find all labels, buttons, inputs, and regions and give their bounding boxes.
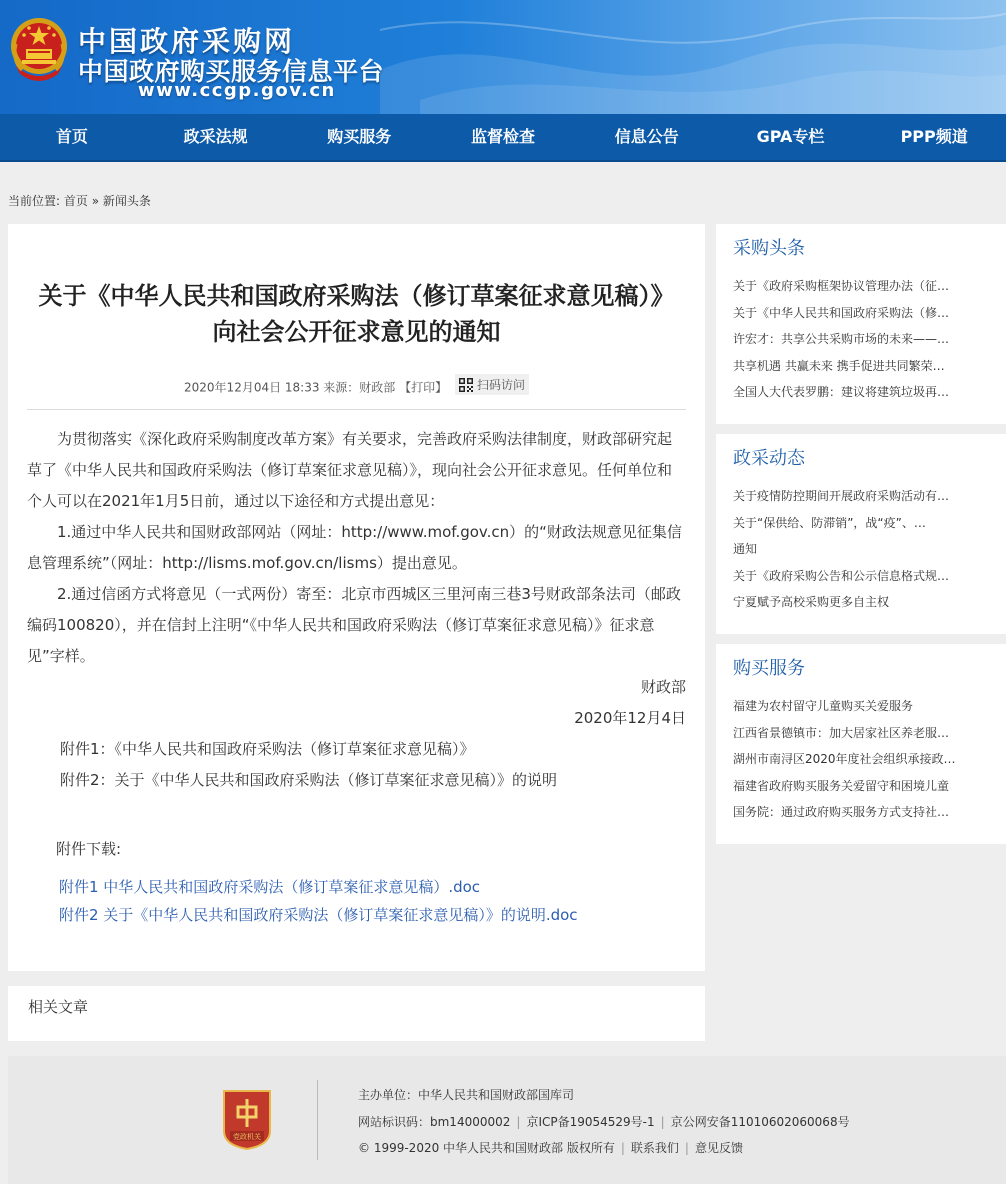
sidebar-link[interactable]: 国务院：通过政府购买服务方式支持社… bbox=[733, 805, 950, 819]
sidebar-link[interactable]: 福建为农村留守儿童购买关爱服务 bbox=[733, 699, 914, 713]
article-meta bbox=[8, 374, 705, 396]
site-subtitle[interactable]: 中国政府购买服务信息平台 bbox=[78, 57, 385, 86]
attachment-item: 附件2：关于《中华人民共和国政府采购法（修订草案征求意见稿）》的说明 bbox=[60, 770, 558, 789]
article-paragraph: 1.通过中华人民共和国财政部网站（网址：http://www.mof.gov.cn）的“财政法规意见征集信息管理系统”（网址：http://lisms.mof.gov.cn/lisms）提出意见。 bbox=[27, 522, 682, 572]
footer-separator: | bbox=[684, 1141, 689, 1155]
sidebar-link[interactable]: 福建省政府购买服务关爱留守和困境儿童 bbox=[733, 778, 950, 793]
national-emblem-icon[interactable] bbox=[8, 14, 70, 86]
qr-code-icon bbox=[459, 378, 473, 392]
footer-site-id: 网站标识码：bm14000002 bbox=[358, 1114, 511, 1129]
footer-host: 主办单位：中华人民共和国财政部国库司 bbox=[358, 1088, 575, 1102]
related-articles-title: 相关文章 bbox=[8, 986, 705, 1041]
nav-item-ppp[interactable]: PPP频道 bbox=[900, 127, 968, 146]
article-meta-text: 2020年12月04日 18:33 来源：财政部 【打印】 bbox=[184, 380, 448, 395]
footer-registration bbox=[358, 1109, 850, 1136]
footer-copyright-line bbox=[358, 1135, 850, 1162]
sidebar-link[interactable]: 江西省景德镇市：加大居家社区养老服… bbox=[733, 725, 950, 740]
sidebar-title[interactable]: 政采动态 bbox=[733, 448, 805, 469]
article-paragraph: 为贯彻落实《深化政府采购制度改革方案》有关要求，完善政府采购法律制度，财政部研究起草了《中华人民共和国政府采购法（修订草案征求意见稿）》，现向社会公开征求意见。任何单位和个人可以在2021年1月5日前，通过以下途径和方式提出意见： bbox=[27, 429, 673, 510]
footer-copyright: © 1999-2020 中华人民共和国财政部 版权所有 bbox=[358, 1141, 615, 1155]
site-url: www.ccgp.gov.cn bbox=[138, 80, 336, 101]
article-date: 2020年12月4日 bbox=[574, 708, 686, 727]
site-header bbox=[0, 0, 1006, 114]
party-government-badge-icon[interactable] bbox=[220, 1087, 274, 1151]
sidebar-title[interactable]: 购买服务 bbox=[733, 658, 805, 679]
sidebar-link[interactable]: 关于“保供给、防滞销”，战“疫”、… bbox=[733, 515, 926, 530]
article-title: 关于《中华人民共和国政府采购法（修订草案征求意见稿）》向社会公开征求意见的通知 bbox=[38, 282, 675, 346]
qr-scan-button[interactable] bbox=[455, 374, 529, 395]
footer-police-link[interactable]: 京公网安备11010602060068号 bbox=[670, 1114, 850, 1129]
breadcrumb bbox=[0, 162, 1006, 224]
breadcrumb-current-link[interactable]: 新闻头条 bbox=[102, 194, 151, 208]
download-link[interactable]: 附件1 中华人民共和国政府采购法（修订草案征求意见稿）.doc bbox=[59, 877, 481, 896]
sidebar-services bbox=[716, 644, 1006, 844]
article-paragraph: 2.通过信函方式将意见（一式两份）寄至：北京市西城区三里河南三巷3号财政部条法司（邮政编码100820），并在信封上注明“《中华人民共和国政府采购法（修订草案征求意见稿）》征求意见”字样。 bbox=[27, 584, 681, 665]
sidebar-title[interactable]: 采购头条 bbox=[733, 238, 805, 259]
download-list bbox=[8, 873, 705, 929]
sidebar-dynamics bbox=[716, 434, 1006, 634]
site-title[interactable]: 中国政府采购网 bbox=[78, 25, 296, 58]
sidebar-link[interactable]: 宁夏赋予高校采购更多自主权 bbox=[733, 595, 890, 609]
badge-text: 党政机关 bbox=[233, 1133, 261, 1141]
footer-separator: | bbox=[620, 1141, 625, 1155]
footer-info bbox=[358, 1082, 850, 1162]
footer-icp-link[interactable]: 京ICP备19054529号-1 bbox=[526, 1114, 655, 1129]
header-wave-decoration bbox=[380, 0, 1006, 114]
sidebar-link[interactable]: 全国人大代表罗鹏：建议将建筑垃圾再… bbox=[733, 385, 950, 399]
breadcrumb-prefix: 当前位置: bbox=[8, 194, 61, 208]
footer-separator: | bbox=[660, 1114, 665, 1129]
footer-divider bbox=[317, 1080, 318, 1160]
attachment-item: 附件1：《中华人民共和国政府采购法（修订草案征求意见稿）》 bbox=[60, 739, 475, 758]
sidebar-link[interactable]: 关于疫情防控期间开展政府采购活动有… bbox=[733, 489, 950, 503]
sidebar-link[interactable]: 共享机遇 共赢未来 携手促进共同繁荣… bbox=[733, 358, 945, 373]
main-content bbox=[0, 224, 1006, 1054]
nav-item-home[interactable]: 首页 bbox=[55, 127, 88, 146]
nav-item-announcements[interactable]: 信息公告 bbox=[614, 127, 679, 146]
sidebar-link[interactable]: 关于《中华人民共和国政府采购法（修… bbox=[733, 305, 950, 320]
footer-separator: | bbox=[516, 1114, 521, 1129]
sidebar-link[interactable]: 许宏才：共享公共采购市场的未来——… bbox=[733, 332, 950, 346]
article-panel bbox=[8, 224, 705, 971]
sidebar-link[interactable]: 关于《政府采购公告和公示信息格式规… bbox=[733, 568, 950, 583]
qr-scan-label: 扫码访问 bbox=[476, 378, 525, 392]
sidebar-link[interactable]: 关于《政府采购框架协议管理办法（征… bbox=[733, 279, 950, 293]
nav-item-regulations[interactable]: 政采法规 bbox=[183, 127, 248, 146]
breadcrumb-separator: » bbox=[91, 194, 100, 208]
main-nav bbox=[0, 114, 1006, 162]
article-signature: 财政部 bbox=[640, 677, 686, 696]
article-body bbox=[8, 410, 705, 796]
nav-item-gpa[interactable]: GPA专栏 bbox=[756, 127, 825, 146]
site-footer bbox=[8, 1056, 1006, 1184]
sidebar-link[interactable]: 湖州市南浔区2020年度社会组织承接政… bbox=[733, 752, 956, 766]
footer-feedback-link[interactable]: 意见反馈 bbox=[694, 1141, 743, 1155]
download-title: 附件下载: bbox=[56, 839, 122, 858]
breadcrumb-home-link[interactable]: 首页 bbox=[63, 194, 88, 208]
nav-item-supervision[interactable]: 监督检查 bbox=[471, 127, 536, 146]
sidebar-headlines bbox=[716, 224, 1006, 424]
nav-item-purchase-services[interactable]: 购买服务 bbox=[327, 127, 392, 146]
download-link[interactable]: 附件2 关于《中华人民共和国政府采购法（修订草案征求意见稿）》的说明.doc bbox=[59, 905, 578, 924]
footer-contact-link[interactable]: 联系我们 bbox=[630, 1141, 679, 1155]
sidebar-link[interactable]: 通知 bbox=[733, 542, 758, 556]
